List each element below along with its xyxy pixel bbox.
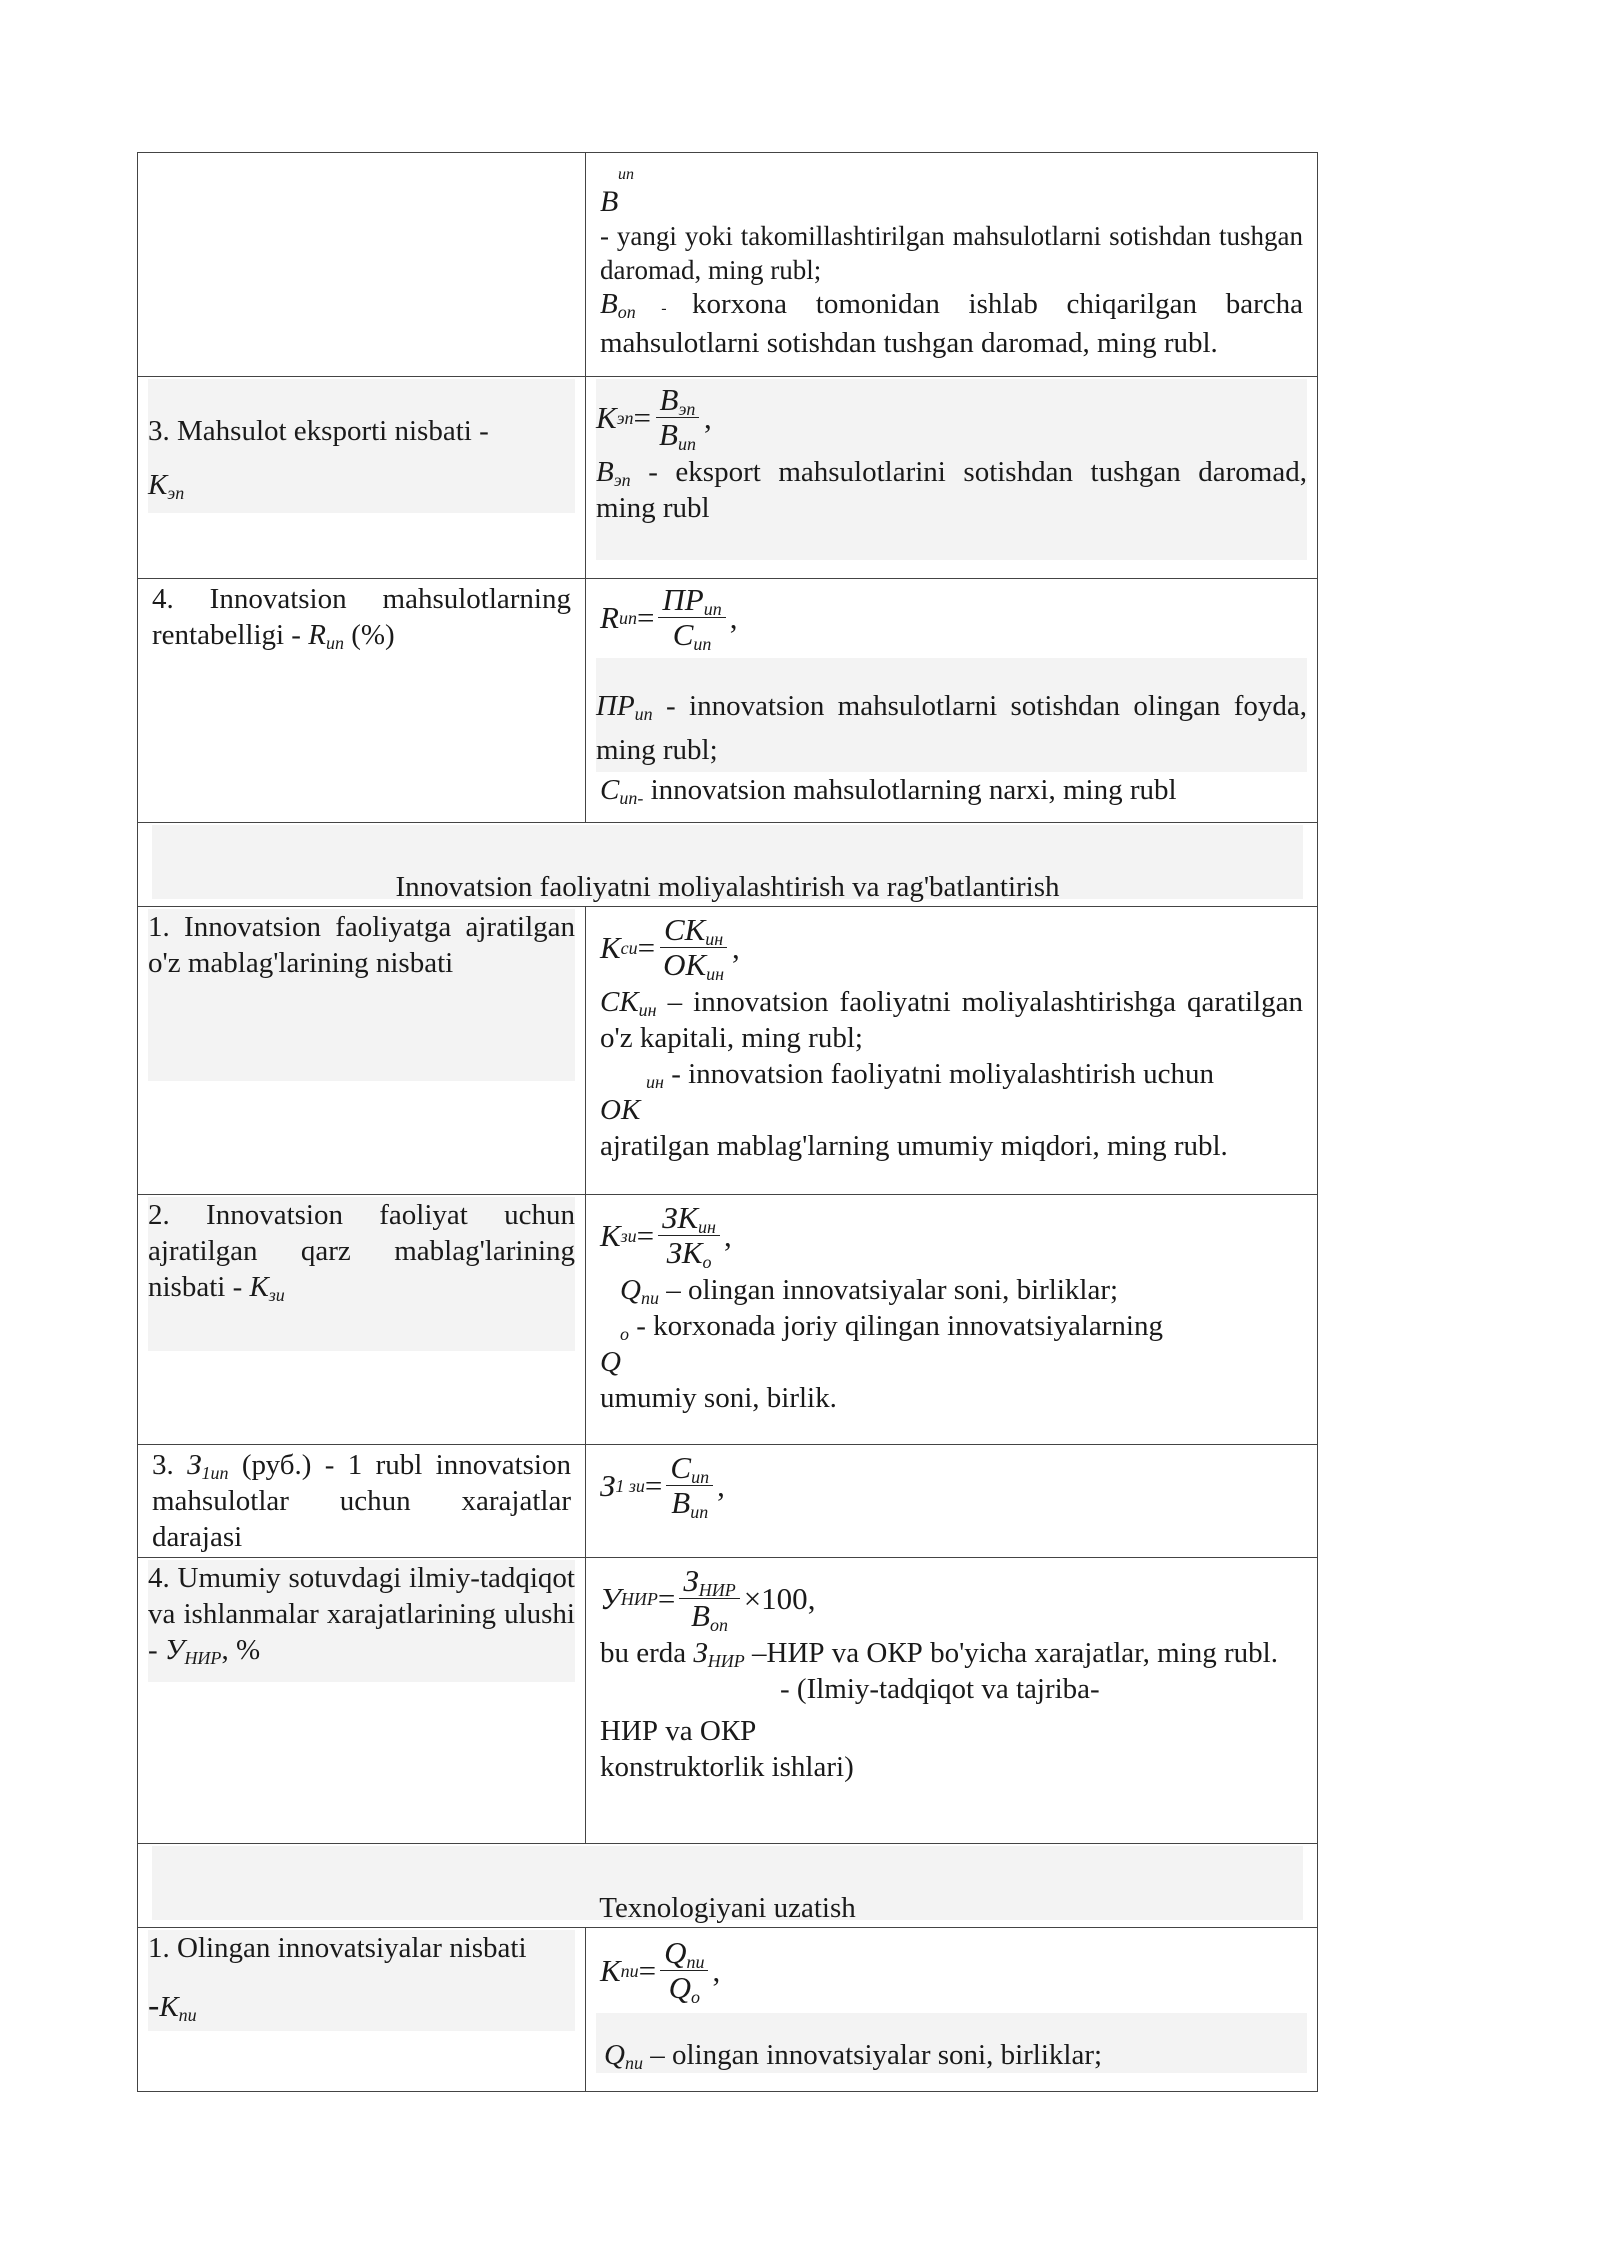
variable-description: [596, 454, 1307, 526]
formula: К зи = $\frac{ЗК_{ин}}{ЗК_о}$ ,: [600, 1200, 732, 1272]
indicator-name: 4. Innovatsion mahsulotlarning rentabelligi -: [152, 583, 571, 651]
indicator-subscript: 1ип: [201, 1463, 229, 1483]
description-text: –НИР va ОКР bo'yicha xarajatlar, ming rubl.: [744, 1637, 1278, 1669]
indicator-cell: [138, 907, 586, 1195]
variable-subscript: ип-: [619, 788, 644, 808]
indicator-symbol: К: [249, 1271, 269, 1303]
description-text: konstruktorlik ishlari): [600, 1751, 854, 1783]
denominator: В: [671, 1485, 691, 1520]
variable-subscript: оп: [617, 302, 636, 322]
indicator-cell: [138, 1445, 586, 1558]
fraction: [659, 913, 728, 982]
table-row: [138, 579, 1318, 823]
variable-description: [600, 287, 1303, 360]
description-text: НИР va ОКР: [600, 1715, 757, 1747]
denominator: В: [659, 417, 678, 452]
variable-subscript: о: [620, 1324, 629, 1344]
section-header-row: [138, 823, 1318, 907]
denominator-subscript: о: [690, 1987, 700, 2007]
denominator-subscript: ип: [690, 1502, 709, 1522]
denominator-subscript: оп: [709, 1615, 728, 1635]
description-text: umumiy soni, birlik.: [600, 1382, 837, 1414]
description-text: - (Ilmiy-tadqiqot va tajriba-: [780, 1673, 1100, 1705]
variable-symbol: В: [600, 185, 619, 218]
formula: К эп = $\frac{В_{эп}}{В_{ип}}$ ,: [596, 382, 712, 454]
numerator-subscript: ип: [703, 599, 722, 619]
formula-lhs: К: [600, 1217, 621, 1253]
description-text: bu erda: [600, 1637, 694, 1669]
denominator-subscript: ип: [677, 434, 696, 454]
indicator-symbol: К: [159, 1991, 179, 2023]
formula-lhs: У: [600, 1580, 621, 1616]
fraction: [679, 1564, 739, 1633]
variable-description: [600, 984, 1303, 1056]
variable-symbol: Q: [600, 1346, 621, 1378]
variable-description: [600, 1308, 1303, 1344]
section-header-row: [138, 1844, 1318, 1928]
description-text: - innovatsion mahsulotlarni sotishdan olingan foyda, ming rubl;: [596, 690, 1307, 766]
description-text: - korxonada joriy qilingan innovatsiyalarning: [629, 1310, 1163, 1342]
fraction: [660, 1936, 708, 2005]
indicator-cell: [138, 579, 586, 823]
variable-description: - yangi yoki takomillashtirilgan mahsulotlarni sotishdan tushgan daromad, ming rubl;: [600, 221, 1303, 285]
variable-symbol: Q: [620, 1274, 641, 1306]
formula-lhs: К: [600, 929, 621, 965]
section-header: [138, 1844, 1318, 1928]
numerator-subscript: эп: [678, 399, 696, 419]
formula-cell: [586, 1558, 1318, 1844]
variable-symbol: Q: [604, 2039, 625, 2071]
numerator: С: [670, 1450, 692, 1485]
variable-symbol: З: [693, 1637, 708, 1669]
indicator-unit: (%): [343, 619, 395, 651]
variable-description: [600, 772, 1303, 808]
indicator-cell: [138, 1558, 586, 1844]
formula-lhs: R: [600, 599, 619, 635]
numerator-subscript: ин: [705, 929, 724, 949]
variable-subscript: ин: [638, 1000, 657, 1020]
formula-cell: [586, 153, 1318, 377]
numerator-subscript: ип: [691, 1467, 710, 1487]
numerator: Q: [664, 1935, 687, 1970]
formula-cell: [586, 579, 1318, 823]
formula-cell: [586, 1928, 1318, 2092]
formula-cell: [586, 1445, 1318, 1558]
description-text: innovatsion mahsulotlarning narxi, ming rubl: [643, 774, 1177, 806]
multiplier: ×100: [743, 1580, 808, 1616]
fraction: [655, 383, 700, 452]
fraction: [658, 583, 725, 652]
indicator-name: 2. Innovatsion faoliyat uchun ajratilgan qarz mablag'larining nisbati -: [148, 1199, 575, 1303]
formula: З 1 зи = $\frac{С_{ип}}{В_{ип}}$ ,: [600, 1450, 725, 1522]
indicator-cell: [138, 377, 586, 579]
indicator-name: 4. Umumiy sotuvdagi ilmiy-tadqiqot va ishlanmalar xarajatlarining ulushi -: [148, 1562, 575, 1666]
denominator: Q: [668, 1970, 691, 2005]
table-row: [138, 907, 1318, 1195]
numerator: СК: [663, 912, 706, 947]
formula-lhs: К: [600, 1952, 621, 1988]
variable-description: [596, 2013, 1307, 2073]
indicator-unit: , %: [221, 1634, 261, 1666]
variable-description: [600, 1056, 1303, 1092]
variable-symbol: ОК: [600, 1094, 641, 1126]
denominator-subscript: ип: [693, 634, 712, 654]
section-title: Texnologiyani uzatish: [599, 1892, 856, 1924]
variable-symbol: ПР: [596, 690, 635, 722]
variable-symbol: СК: [600, 986, 639, 1018]
indicator-symbol: У: [164, 1634, 185, 1666]
indicator-symbol: R: [308, 619, 326, 651]
numerator: ПР: [662, 582, 704, 617]
dash: -: [635, 300, 693, 317]
variable-description: [600, 1635, 1303, 1671]
variable-symbol: В: [596, 456, 614, 488]
indicator-name: 1. Olingan innovatsiyalar nisbati: [148, 1932, 527, 1964]
formula: К си = $\frac{СК_{ин}}{ОК_{ин}}$ ,: [600, 912, 740, 984]
variable-subscript: эп: [613, 470, 631, 490]
variable-subscript: НИР: [707, 1651, 745, 1671]
superscript-label: ип: [618, 166, 634, 183]
variable-description: [596, 658, 1307, 772]
indicator-name: (руб.) - 1 rubl innovatsion mahsulotlar uchun xarajatlar darajasi: [152, 1449, 571, 1553]
denominator-subscript: о: [702, 1252, 712, 1272]
formula-lhs: К: [596, 399, 617, 435]
indicator-number: 3.: [152, 1449, 188, 1481]
description-text: – olingan innovatsiyalar soni, birliklar;: [658, 1274, 1119, 1306]
formula-cell: [586, 377, 1318, 579]
formula-cell: [586, 907, 1318, 1195]
formula: R ип = $\frac{ПР_{ип}}{С_{ип}}$ ,: [600, 582, 738, 654]
table-row: [138, 153, 1318, 377]
formula: К пи = $\frac{Q_{пи}}{Q_о}$ ,: [600, 1935, 721, 2007]
variable-symbol: С: [600, 774, 620, 806]
indicator-subscript: эп: [167, 483, 185, 503]
table-row: [138, 1928, 1318, 2092]
denominator: ОК: [663, 947, 707, 982]
variable-subscript: пи: [624, 2053, 643, 2073]
denominator: ЗК: [666, 1235, 703, 1270]
description-text: ajratilgan mablag'larning umumiy miqdori, ming rubl.: [600, 1130, 1228, 1162]
indicator-subscript: ип: [325, 633, 344, 653]
numerator-subscript: пи: [686, 1952, 705, 1972]
indicators-table: [137, 152, 1318, 2092]
denominator: В: [691, 1598, 710, 1633]
indicator-name: 1. Innovatsion faoliyatga ajratilgan o'z mablag'larining nisbati: [148, 909, 575, 1081]
indicator-cell: [138, 1195, 586, 1445]
variable-symbol: В: [600, 288, 618, 320]
indicator-cell: [138, 153, 586, 377]
table-row: [138, 1195, 1318, 1445]
section-title: Innovatsion faoliyatni moliyalashtirish va rag'batlantirish: [395, 871, 1060, 903]
description-text: - innovatsion faoliyatni moliyalashtirish uchun: [663, 1058, 1215, 1090]
table-row: [138, 1445, 1318, 1558]
indicator-subscript: НИР: [184, 1648, 222, 1668]
numerator: ЗК: [662, 1200, 699, 1235]
table-row: [138, 1558, 1318, 1844]
section-header: [138, 823, 1318, 907]
indicator-subscript: зи: [268, 1285, 285, 1305]
numerator: З: [683, 1563, 699, 1598]
numerator-subscript: НИР: [698, 1580, 736, 1600]
variable-subscript: ин: [646, 1072, 664, 1092]
numerator: В: [659, 382, 679, 417]
description-text: – olingan innovatsiyalar soni, birliklar;: [642, 2039, 1103, 2071]
formula-lhs: З: [600, 1467, 616, 1503]
description-text: – innovatsion faoliyatni moliyalashtirishga qaratilgan o'z kapitali, ming rubl;: [600, 986, 1303, 1054]
indicator-symbol: З: [187, 1449, 202, 1481]
denominator: С: [672, 617, 694, 652]
description-text: korxona tomonidan ishlab chiqarilgan barcha mahsulotlarni sotishdan tushgan daromad, ming rubl.: [600, 288, 1304, 359]
formula: У НИР = $\frac{З_{НИР}}{В_{оп}}$ ×100 ,: [600, 1563, 816, 1635]
numerator-subscript: ин: [698, 1217, 716, 1237]
variable-subscript: ип: [634, 704, 653, 724]
description-text: - eksport mahsulotlarini sotishdan tushgan daromad, ming rubl: [596, 456, 1307, 524]
variable-subscript: пи: [640, 1288, 659, 1308]
fraction: [666, 1451, 713, 1520]
indicator-subscript: пи: [178, 2005, 197, 2025]
table-row: [138, 377, 1318, 579]
indicator-symbol: К: [148, 469, 168, 501]
formula-cell: [586, 1195, 1318, 1445]
fraction: [658, 1201, 720, 1270]
indicator-cell: 1. Olingan innovatsiyalar nisbati $-К_{пи}$: [138, 1928, 586, 2092]
indicator-name: 3. Mahsulot eksporti nisbati -: [148, 415, 489, 447]
denominator-subscript: ин: [706, 964, 724, 984]
variable-description: [600, 1272, 1303, 1308]
